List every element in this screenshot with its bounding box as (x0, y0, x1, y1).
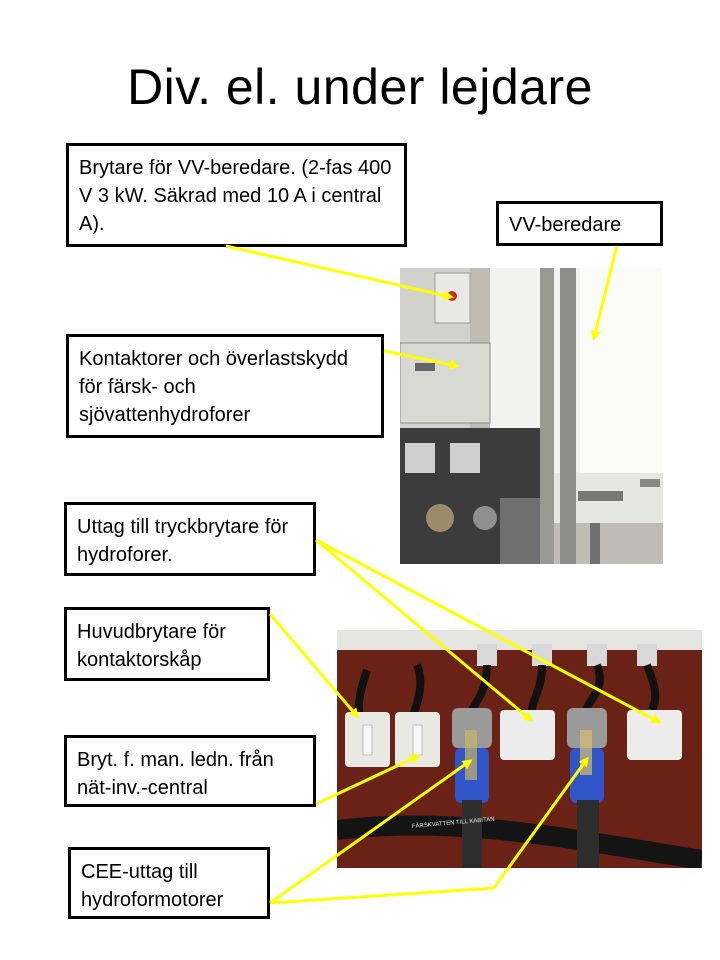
callout-brytare: Brytare för VV-beredare. (2-fas 400 V 3 kW. Säkrad med 10 A i central A). (66, 143, 407, 247)
callout-huvudbrytare: Huvudbrytare för kontaktorskåp (64, 607, 270, 681)
callout-uttag: Uttag till tryckbrytare för hydroforer. (64, 502, 316, 576)
callout-vv-beredare: VV-beredare (496, 201, 663, 246)
photo-switch-panel (337, 630, 702, 868)
callout-cee-uttag: CEE-uttag till hydroformotorer (68, 847, 270, 919)
photo-water-heater (400, 268, 663, 564)
page-title: Div. el. under lejdare (127, 59, 593, 115)
arrow-cee-2a (270, 888, 494, 903)
callout-bryt-man-ledn: Bryt. f. man. ledn. från nät-inv.-central (64, 735, 316, 807)
cable-label: FÄRSKVATTEN TILL KABITAN (411, 816, 495, 830)
callout-kontaktorer: Kontaktorer och överlastskydd för färsk- och sjövattenhydroforer (66, 334, 384, 438)
